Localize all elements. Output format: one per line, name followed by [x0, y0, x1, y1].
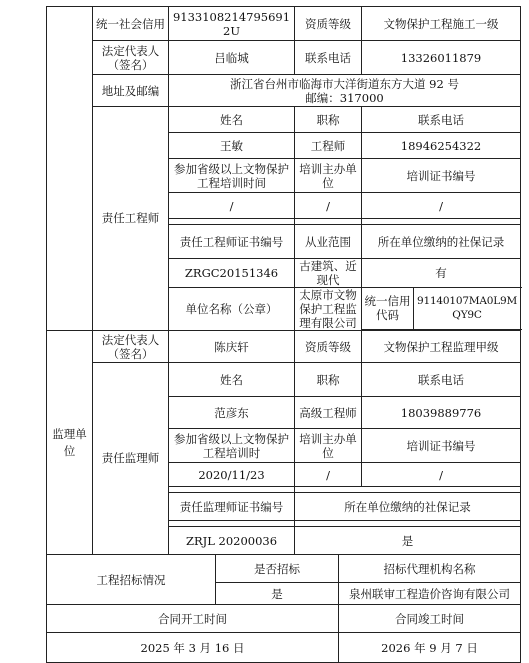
- supervisor-training-cert-label: 培训证书编号: [362, 429, 521, 463]
- contractor-row-credit: [47, 7, 521, 41]
- supervisor-unit-name: 太原市文物保护工程监理有限公司: [295, 288, 362, 331]
- contract-start-value: 2025 年 3 月 16 日: [47, 633, 339, 663]
- supervisor-social-label: 所在单位缴纳的社保记录: [295, 493, 521, 521]
- supervisor-unit-cell: [169, 288, 295, 331]
- credit-code-value: 91331082147956912U: [169, 7, 295, 41]
- supervisor-qual-label: 资质等级: [295, 331, 362, 363]
- project-info-table: [46, 6, 521, 663]
- supervisor-credit-label: 统一信用代码: [362, 288, 414, 330]
- qualification-value: 文物保护工程施工一级: [362, 7, 521, 41]
- supervisor-legal-rep-value: 陈庆轩: [169, 331, 295, 363]
- supervisor-header-title: 职称: [295, 363, 362, 397]
- phone-label: 联系电话: [295, 41, 362, 75]
- supervisor-legal-row: [47, 331, 521, 363]
- supervisor-training-cert: /: [362, 463, 521, 487]
- contractor-section-cell: [47, 7, 93, 331]
- supervisor-header-row: [47, 363, 521, 397]
- engineer-training-cert-label: 培训证书编号: [362, 159, 521, 193]
- engineer-cert-label: 责任工程师证书编号: [169, 225, 295, 259]
- supervisor-social: 是: [295, 527, 521, 555]
- engineer-training-cert: /: [362, 193, 521, 219]
- contract-end-value: 2026 年 9 月 7 日: [339, 633, 521, 663]
- credit-code-label: 统一社会信用: [93, 7, 169, 41]
- engineer-title: 工程师: [295, 133, 362, 159]
- supervisor-header-phone: 联系电话: [362, 363, 521, 397]
- engineer-header-phone: 联系电话: [362, 107, 521, 133]
- responsible-supervisor-label: 责任监理师: [93, 363, 169, 555]
- bidding-label: 工程招标情况: [47, 555, 216, 605]
- engineer-header-title: 职称: [295, 107, 362, 133]
- contract-header-row: [47, 605, 521, 633]
- contract-data-row: [47, 633, 521, 663]
- social-record-label: 所在单位缴纳的社保记录: [362, 225, 521, 259]
- engineer-name: 王敏: [169, 133, 295, 159]
- engineer-header-row: [47, 107, 521, 133]
- contractor-row-address: [47, 75, 521, 107]
- supervisor-unit-label: 单位名称（公章）: [185, 302, 278, 316]
- supervisor-training-time: 2020/11/23: [169, 463, 295, 487]
- engineer-cert: ZRGC20151346: [169, 259, 295, 288]
- engineer-training-time: /: [169, 193, 295, 219]
- supervisor-phone: 18039889776: [362, 397, 521, 429]
- engineer-header-name: 姓名: [169, 107, 295, 133]
- social-record-value: 有: [362, 259, 521, 288]
- address-value: 浙江省台州市临海市大洋街道东方大道 92 号: [230, 76, 459, 91]
- bidding-header-row: [47, 555, 521, 583]
- supervisor-credit-value: 91140107MA0L9MQY9C: [414, 288, 521, 330]
- engineer-training-unit: /: [295, 193, 362, 219]
- scope-value: 古建筑、近现代: [295, 259, 362, 288]
- supervisor-name: 范彦东: [169, 397, 295, 429]
- responsible-engineer-label: 责任工程师: [93, 107, 169, 331]
- contract-start-label: 合同开工时间: [47, 605, 339, 633]
- supervisor-legal-rep-label: 法定代表人（签名）: [93, 331, 169, 363]
- is-bid-label: 是否招标: [216, 555, 339, 583]
- supervisor-title: 高级工程师: [295, 397, 362, 429]
- agency-value: 泉州联审工程造价咨询有限公司: [339, 583, 521, 605]
- supervisor-cert: ZRJL 20200036: [169, 527, 295, 555]
- engineer-phone: 18946254322: [362, 133, 521, 159]
- agency-label: 招标代理机构名称: [339, 555, 521, 583]
- address-label: 地址及邮编: [93, 75, 169, 107]
- contractor-row-legal: [47, 41, 521, 75]
- supervisor-training-unit: /: [295, 463, 362, 487]
- legal-rep-value: 吕临城: [169, 41, 295, 75]
- postcode-value: 邮编：317000: [305, 90, 384, 105]
- is-bid-value: 是: [216, 583, 339, 605]
- engineer-training-unit-label: 培训主办单位: [295, 159, 362, 193]
- supervisor-training-time-label: 参加省级以上文物保护工程培训时: [169, 429, 295, 463]
- supervisor-cert-label: 责任监理师证书编号: [169, 493, 295, 521]
- address-cell: [169, 75, 521, 107]
- phone-value: 13326011879: [362, 41, 521, 75]
- scope-label: 从业范围: [295, 225, 362, 259]
- supervisor-qual-value: 文物保护工程监理甲级: [362, 331, 521, 363]
- supervisor-header-name: 姓名: [169, 363, 295, 397]
- engineer-training-time-label: 参加省级以上文物保护工程培训时间: [169, 159, 295, 193]
- legal-rep-label: 法定代表人（签名）: [93, 41, 169, 75]
- contract-end-label: 合同竣工时间: [339, 605, 521, 633]
- project-info-table-wrapper: [46, 6, 520, 663]
- supervisor-training-unit-label: 培训主办单位: [295, 429, 362, 463]
- supervisor-section-label: 监理单位: [47, 331, 93, 555]
- qualification-label: 资质等级: [295, 7, 362, 41]
